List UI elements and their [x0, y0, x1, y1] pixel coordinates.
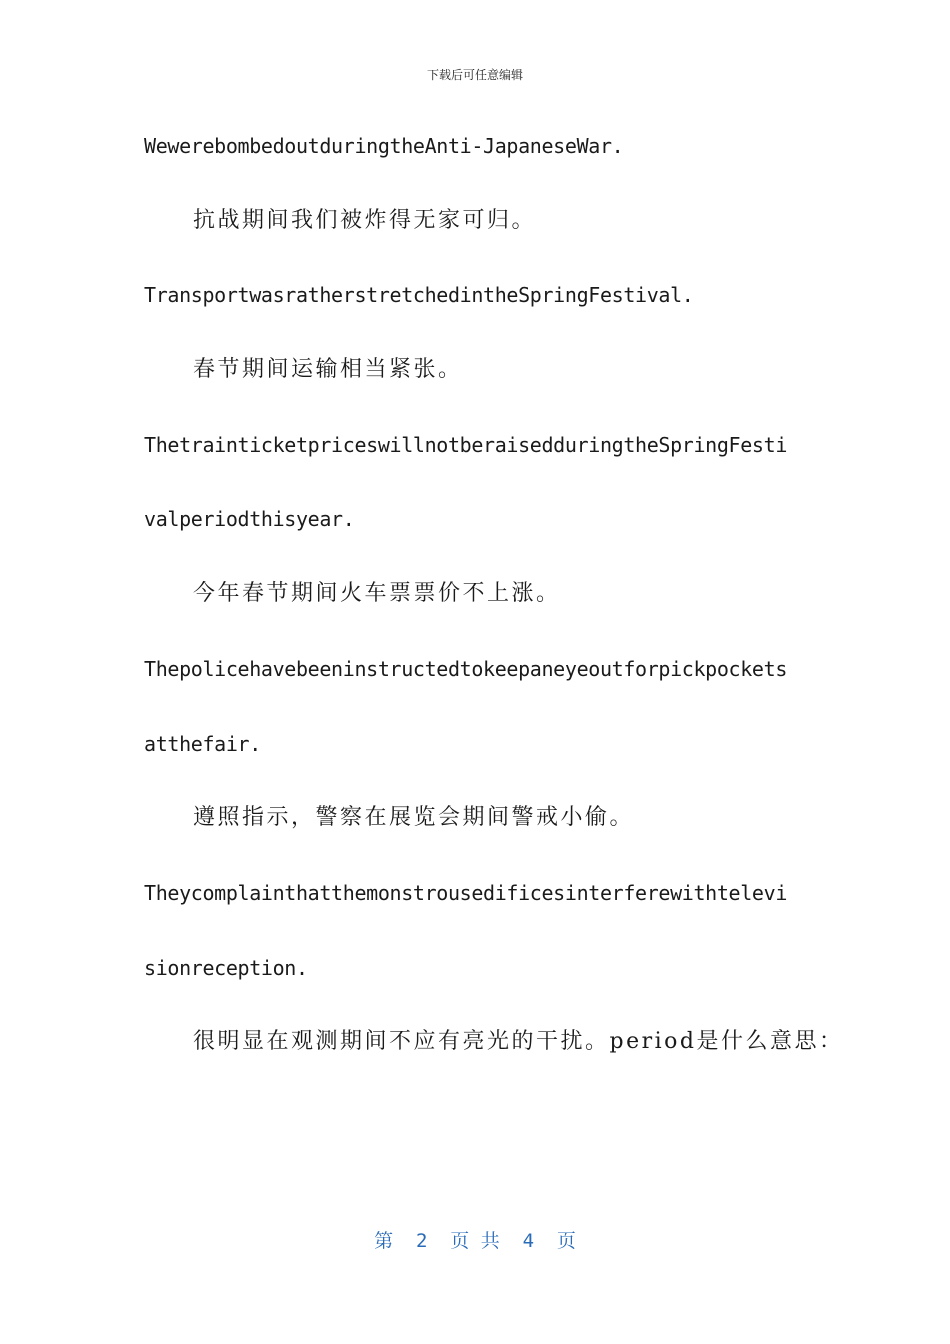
text-line-6: valperiodthisyear. — [144, 507, 355, 532]
text-line-7: 今年春节期间火车票票价不上涨。 — [193, 581, 561, 607]
text-line-3: TransportwasratherstretchedintheSpringFestival. — [144, 283, 694, 308]
document-body — [144, 128, 844, 1099]
text-line-12: sionreception. — [144, 955, 308, 980]
page-number-footer: 第 2 页 共 4 页 — [374, 1230, 576, 1252]
page-header-note: 下载后可任意编辑 — [426, 68, 523, 82]
text-line-2: 抗战期间我们被炸得无家可归。 — [193, 207, 537, 233]
text-line-1: WewerebombedoutduringtheAnti-JapaneseWar. — [144, 134, 624, 158]
text-line-8: Thepolicehavebeeninstructedtokeepaneyeoutforpickpockets — [144, 656, 788, 681]
text-line-10: 遵照指示，警察在展览会期间警戒小偷。 — [193, 805, 635, 831]
text-line-9: atthefair. — [144, 731, 261, 756]
text-line-4: 春节期间运输相当紧张。 — [193, 357, 463, 383]
text-line-13: 很明显在观测期间不应有亮光的干扰。period是什么意思： — [193, 1029, 844, 1055]
text-line-5: ThetrainticketpriceswillnotberaisedduringtheSpringFesti — [144, 432, 788, 457]
text-line-11: Theycomplainthatthemonstrousedificesinterferewithtelevi — [144, 880, 788, 905]
